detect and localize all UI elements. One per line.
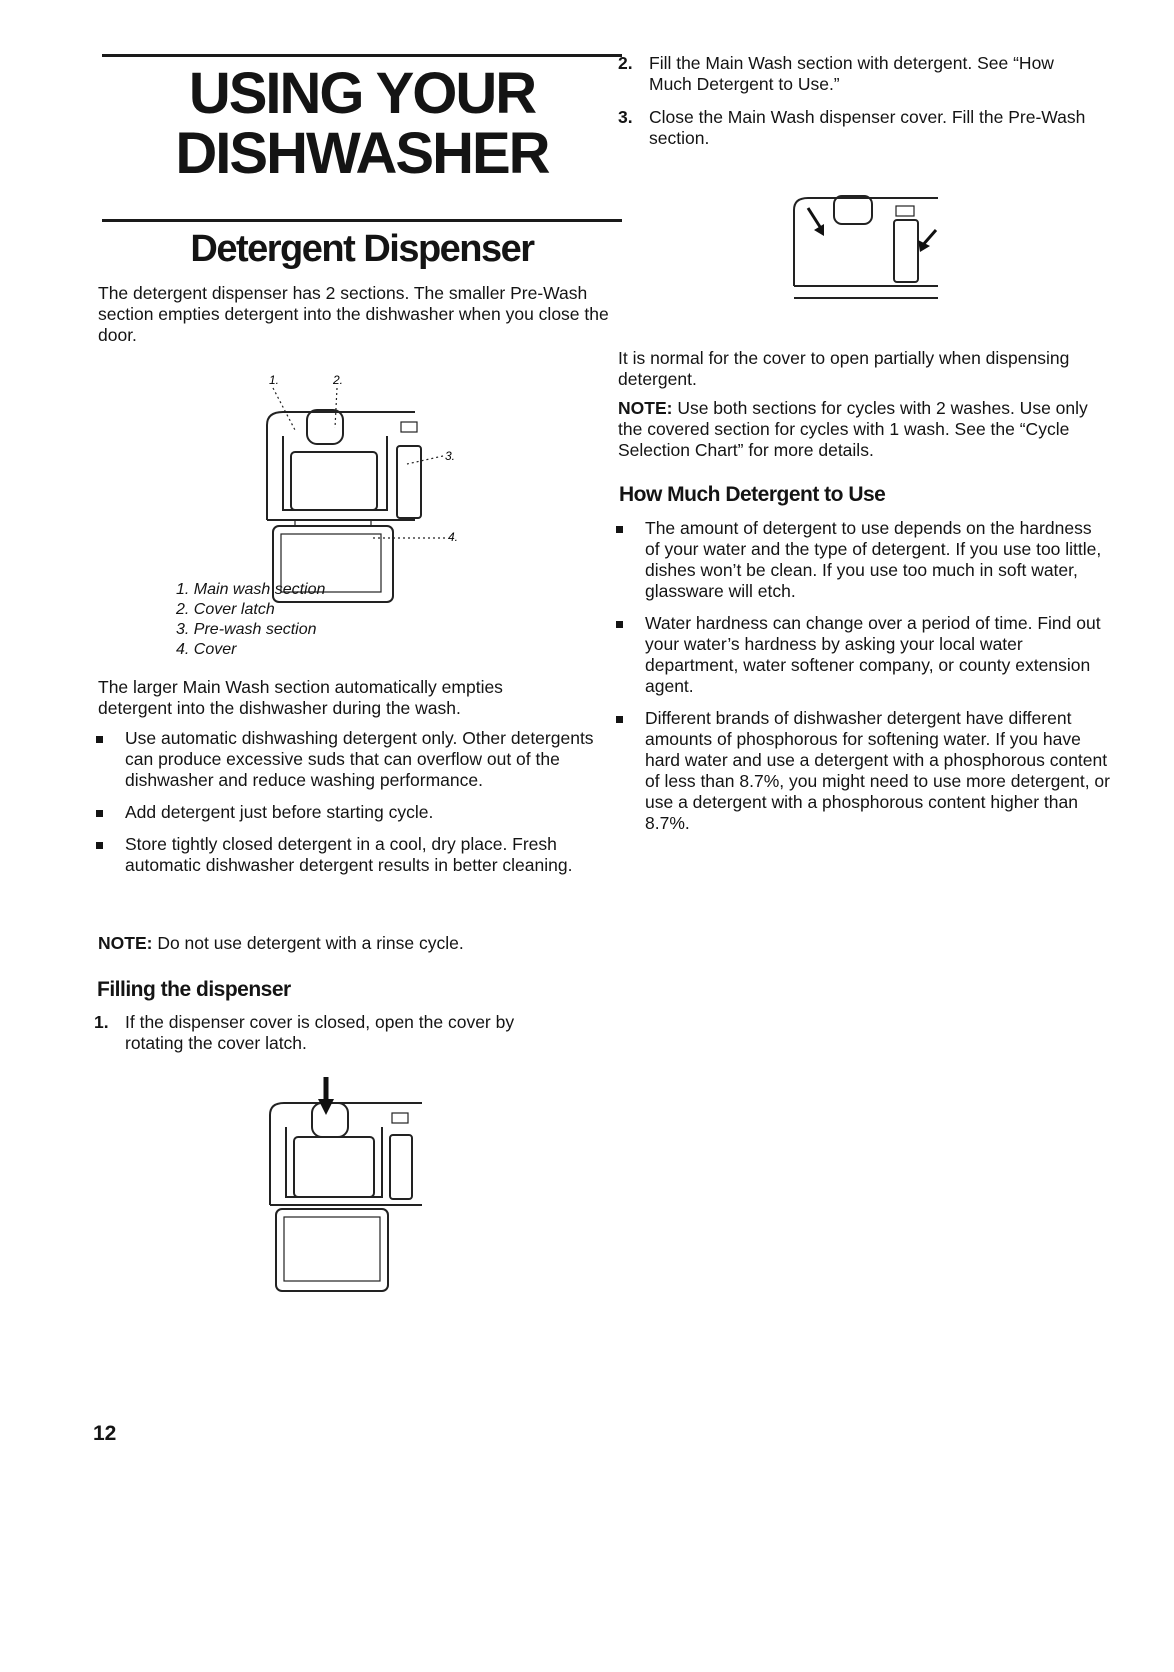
- dispenser-diagram-labeled: [255, 370, 475, 610]
- step-item: [618, 53, 1098, 95]
- callout-1: 1.: [269, 373, 280, 387]
- sections-note: [618, 398, 1108, 461]
- list-item: Use automatic dishwashing detergent only. Other detergents can produce excessive suds that can overflow out of the dishwasher and reduce washing performance.: [94, 728, 594, 791]
- step-number: 3.: [618, 107, 633, 127]
- step-number: 2.: [618, 53, 633, 73]
- note-label: NOTE:: [618, 398, 673, 418]
- dispenser-closed-diagram: [788, 190, 958, 310]
- legend-item: 2. Cover latch: [176, 601, 275, 618]
- bullet-icon: [96, 810, 103, 817]
- list-item: Store tightly closed detergent in a cool, dry place. Fresh automatic dishwasher detergent results in better cleaning.: [94, 834, 594, 876]
- step-text: If the dispenser cover is closed, open the cover by rotating the cover latch.: [125, 1012, 515, 1053]
- dispenser-open-diagram: [262, 1075, 442, 1300]
- page-title: [102, 61, 622, 186]
- section-title: Detergent Dispenser: [190, 228, 534, 270]
- bullet-icon: [616, 716, 623, 723]
- bullet-icon: [96, 842, 103, 849]
- note-text: Use both sections for cycles with 2 washes. Use only the covered section for cycles with 1 wash. See the “Cycle Selection Chart” for more details.: [618, 398, 1088, 460]
- step-item: [618, 107, 1098, 149]
- list-item: The amount of detergent to use depends on the hardness of your water and the type of detergent. If you use too little, dishes won’t be clean. If you use too much in soft water, glassware will etch.: [614, 518, 1110, 602]
- how-much-heading: How Much Detergent to Use: [619, 483, 886, 506]
- detergent-tips-list: [94, 728, 594, 887]
- step-number: 1.: [94, 1012, 109, 1032]
- detergent-amount-list: [614, 518, 1110, 845]
- list-item: Water hardness can change over a period of time. Find out your water’s hardness by asking your local water department, water softener company, or county extension agent.: [614, 613, 1110, 697]
- intro-paragraph: The detergent dispenser has 2 sections. The smaller Pre-Wash section empties detergent into the dishwasher when you close the door.: [98, 283, 609, 345]
- step-item: [94, 1012, 574, 1054]
- list-item: Add detergent just before starting cycle.: [94, 802, 594, 823]
- section-rule: [102, 219, 622, 222]
- page-title-line2: DISHWASHER: [175, 121, 549, 186]
- filling-steps-left: [94, 1012, 574, 1066]
- bullet-icon: [96, 736, 103, 743]
- rinse-note: [98, 933, 618, 954]
- callout-4: 4.: [448, 530, 459, 544]
- legend-item: 4. Cover: [176, 641, 237, 658]
- callout-3: 3.: [445, 449, 456, 463]
- step-text: Fill the Main Wash section with detergent. See “How Much Detergent to Use.”: [649, 53, 1054, 94]
- callout-2: 2.: [333, 373, 344, 387]
- title-rule-top: [102, 54, 622, 57]
- legend-item: 1. Main wash section: [176, 581, 326, 598]
- dispensing-paragraph: It is normal for the cover to open partially when dispensing detergent.: [618, 348, 1070, 389]
- filling-heading: Filling the dispenser: [97, 978, 291, 1001]
- list-item: Different brands of dishwasher detergent have different amounts of phosphorous for softening water. If you have hard water and use a detergent with a phosphorous content of less than 8.7%, you might need to use more detergent, or use a detergent with a phosphorous content higher than 8.7%.: [614, 708, 1110, 834]
- main-wash-paragraph: The larger Main Wash section automatically empties detergent into the dishwasher during the wash.: [98, 677, 503, 718]
- diagram-legend: [176, 580, 325, 660]
- step-text: Close the Main Wash dispenser cover. Fill the Pre-Wash section.: [649, 107, 1086, 148]
- bullet-icon: [616, 621, 623, 628]
- bullet-icon: [616, 526, 623, 533]
- note-label: NOTE:: [98, 933, 153, 953]
- page-number: 12: [93, 1422, 117, 1445]
- note-text: Do not use detergent with a rinse cycle.: [152, 933, 464, 953]
- filling-steps-right: [618, 53, 1098, 161]
- legend-item: 3. Pre-wash section: [176, 621, 317, 638]
- page-title-line1: USING YOUR: [188, 61, 536, 126]
